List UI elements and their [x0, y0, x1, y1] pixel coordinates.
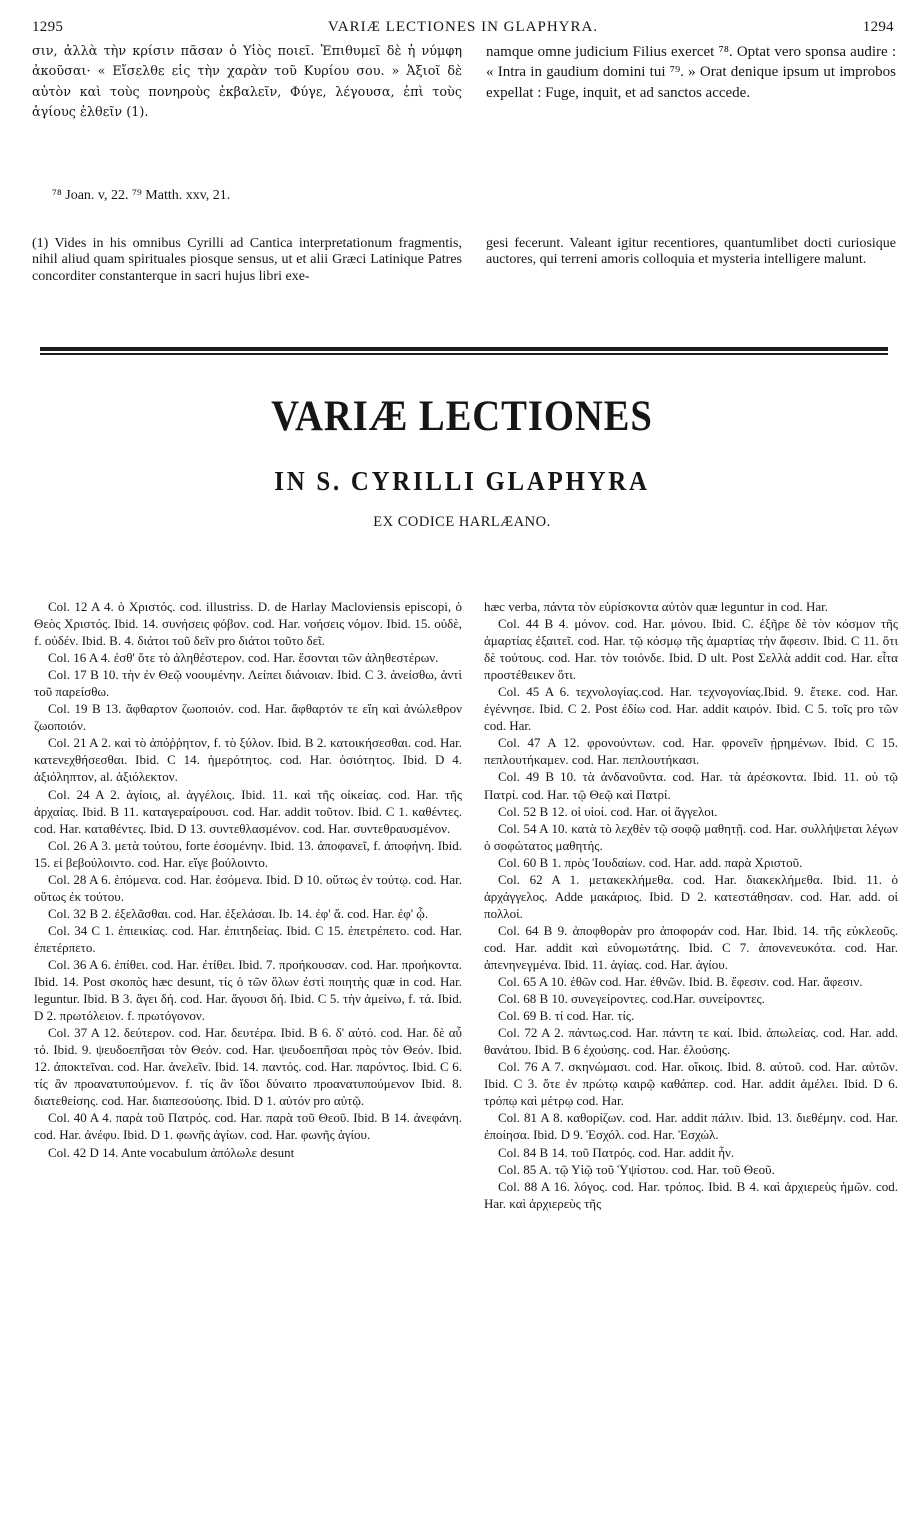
reading-entry: Col. 76 A 7. σκηνώμασι. cod. Har. οἴκοις. Ibid. 8. αὐτοῦ. cod. Har. αὐτῶν. Ibid. C 3. ὅτε ἐν πρώτῳ καιρῷ καθάπερ. cod. Har. addit ἀμέλει. Ibid. D 6. τρόπῳ καὶ μέτρῳ cod. Har. — [484, 1059, 898, 1109]
reading-entry: Col. 68 B 10. συνεγείροντες. cod.Har. συνείροντες. — [498, 991, 765, 1007]
reading-entry: Col. 65 A 10. ἐθῶν cod. Har. ἐθνῶν. Ibid. B. ἔφεσιν. cod. Har. ἄφεσιν. — [498, 974, 863, 990]
section-subtitle: IN S. CYRILLI GLAPHYRA — [274, 466, 650, 496]
reading-entry: Col. 21 A 2. καὶ τὸ ἀπόῤῥητον, f. τὸ ξύλον. Ibid. B 2. κατοικήσεσθαι. cod. Har. κατενεχθήσεσθαι. Ibid. C 14. ἡμερότητος. cod. Har. ὁσιότητος. Ibid. D 4. ἀξιόληπτον, al. ἀξιόλεκτον. — [34, 735, 462, 785]
reading-entry: Col. 17 B 10. τὴν ἐν Θεῷ νοουμένην. Λείπει διάνοιαν. Ibid. C 3. ἀνείσθω, ἀντὶ τοῦ παρείσθω. — [34, 667, 462, 700]
reading-entry: Col. 42 D 14. Ante vocabulum ἀπόλωλε desunt — [48, 1144, 295, 1160]
reading-entry: Col. 84 B 14. τοῦ Πατρός. cod. Har. addit ἦν. — [498, 1144, 735, 1160]
latin-text-column: namque omne judicium Filius exercet ⁷⁸. Optat vero sponsa audire : « Intra in gaudium domini tui ⁷⁹. » Orat denique ipsum ut improbos expellat : Fuge, inquit, et ad sanctos accede. — [486, 44, 896, 101]
right-page-number: 1294 — [862, 19, 894, 35]
reading-entry: Col. 81 A 8. καθορίζων. cod. Har. addit πάλιν. Ibid. 13. διεθέμην. cod. Har. ἐποίησα. Ibid. D 9. Ἐσχόλ. cod. Har. Ἐσχώλ. — [484, 1110, 898, 1143]
reading-entry: Col. 26 A 3. μετὰ τούτου, forte ἐσομένην. Ibid. 13. ἀποφανεῖ, f. ἀποφήνη. Ibid. 15. εἰ βεβούλοιντο. cod. Har. εἴγε βούλοιντο. — [34, 837, 462, 870]
variant-readings — [34, 598, 896, 1212]
reading-entry: Col. 54 A 10. κατὰ τὸ λεχθὲν τῷ σοφῷ μαθητῇ. cod. Har. συλλήψεται λέγων ὁ σοφώτατος μαθητής. — [484, 820, 898, 853]
running-head — [32, 18, 894, 36]
divider-thick-line — [40, 347, 888, 351]
reading-entry: Col. 49 B 10. τὰ ἀνδανοῦντα. cod. Har. τὰ ἀρέσκοντα. Ibid. 11. οὐ τῷ Πατρί. cod. Har. τῷ Θεῷ καὶ Πατρί. — [484, 769, 898, 802]
reading-entry: Col. 60 B 1. πρὸς Ἰουδαίων. cod. Har. add. παρὰ Χριστοῦ. — [498, 854, 803, 870]
section-divider — [40, 347, 888, 355]
readings-right-column — [484, 598, 898, 1212]
reading-entry: Col. 28 A 6. ἑπόμενα. cod. Har. ἐσόμενα. Ibid. D 10. οὕτως ἐν τούτῳ. cod. Har. οὕτως ἐκ τούτου. — [34, 871, 462, 904]
reading-entry: Col. 62 A 1. μετακεκλήμεθα. cod. Har. διακεκλήμεθα. Ibid. 11. ὁ ἀρχάγγελος. Adde μακάριος. Ibid. D 2. κατεστάθησαν. cod. Har. add. οἱ πολλοί. — [484, 871, 898, 921]
reading-entry: Col. 69 B. τί cod. Har. τίς. — [498, 1008, 635, 1024]
reading-entry: Col. 72 A 2. πάντως.cod. Har. πάντη τε καί. Ibid. ἀπωλείας. cod. Har. add. θανάτου. Ibid. B 6 ἐχούσης. cod. Har. ἐλούσης. — [484, 1025, 898, 1058]
reading-entry: Col. 47 A 12. φρονούντων. cod. Har. φρονεῖν ᾐρημένων. Ibid. C 15. πεπλουτήκαμεν. cod. Har. πεπλουτήκασι. — [484, 735, 898, 768]
reading-entry: Col. 19 B 13. ἄφθαρτον ζωοποιόν. cod. Har. ἄφθαρτόν τε εἴη καὶ ἀνώλεθρον ζωοποιόν. — [34, 701, 462, 734]
top-parallel-text — [32, 42, 896, 124]
reading-entry: Col. 16 A 4. ἐσθ' ὅτε τὸ ἀληθέστερον. cod. Har. ἔσονται τῶν ἀληθεστέρων. — [48, 650, 439, 666]
scripture-footnotes: ⁷⁸ Joan. v, 22. ⁷⁹ Matth. xxv, 21. — [52, 188, 231, 203]
section-title: VARIÆ LECTIONES — [271, 393, 653, 440]
reading-entry: Col. 12 A 4. ὁ Χριστός. cod. illustriss. D. de Harlay Macloviensis episcopi, ὁ Θεὸς Χριστός. Ibid. 14. συνήσεις φόβον. cod. Har. νοήσεις νόμον. Ibid. 15. οὐδὲ, f. οὐδέν. Ibid. B. 4. διάτοι τοῦ δεῖν pro διάτοι τοῦτο δεῖ. — [34, 599, 462, 649]
reading-entry: Col. 36 A 6. ἐπίθει. cod. Har. ἐτίθει. Ibid. 7. προήκουσαν. cod. Har. προήκοντα. Ibid. 14. Post σκοπὸς hæc desunt, τίς ὁ τῶν ὅλων ἐστὶ ποιητὴς quæ in cod. Har. leguntur. Ibid. B 3. ἄγει δή. cod. Har. ἄγουσι δή. Ibid. C 5. τὴν ἀμείνω, f. τά. Ibid. D 2. πρωτόλειον. f. πρωτόγονον. — [34, 956, 462, 1024]
reading-entry: Col. 44 B 4. μόνον. cod. Har. μόνου. Ibid. C. ἐξῆρε δὲ τὸν κόσμον τῆς ἁμαρτίας ἐξαιτεῖ. cod. Har. τῷ κόσμῳ τῆς ἁμαρτίας τὴν ἄφεσιν. Ibid. C 11. ὅτι δὲ τούτους. cod. Har. τὸν τοιόνδε. Ibid. D ult. Post Σελλὰ addit cod. Har. εἶτα προστέθεικεν ὅτι. — [484, 616, 898, 683]
editor-note-left: (1) Vides in his omnibus Cyrilli ad Cantica interpretationum fragmentis, nihil aliud quam spirituales piosque sensus, ut et alii Græci Latinique Patres concorditer constanterque in sacri hujus libri exe- — [32, 236, 462, 284]
reading-entry: Col. 24 A 2. ἁγίοις, al. ἀγγέλοις. Ibid. 11. καὶ τῆς οἰκείας. cod. Har. τῆς ἀρχαίας. Ibid. B 11. καταγεραίρουσι. cod. Har. addit τοῦτον. Ibid. C 1. καθέντες. cod. Har. καταθέντες. Ibid. D 13. συντεθλασμένον. cod. Har. συντεθραυσμένον. — [34, 786, 462, 836]
reading-entry: Col. 32 B 2. ἐξελᾶσθαι. cod. Har. ἐξελάσαι. Ib. 14. ἐφ' ἅ. cod. Har. ἐφ' ᾧ. — [48, 905, 429, 921]
reading-entry: Col. 34 C 1. ἐπιεικίας. cod. Har. ἐπιτηδείας. Ibid. C 15. ἐπετρέπετο. cod. Har. ἐπετέρπετο. — [34, 922, 462, 955]
greek-text-column: σιν, ἀλλὰ τὴν κρίσιν πᾶσαν ὁ Υἱὸς ποιεῖ. Ἐπιθυμεῖ δὲ ἡ νύμφη ἀκοῦσαι· « Εἴσελθε εἰς τὴν χαρὰν τοῦ Κυρίου σου. » Ἀξιοῖ δὲ αὐτὸν καὶ τοὺς πονηροὺς ἐκβαλεῖν, Φύγε, λέγουσα, ἐπὶ τοὺς ἁγίους ἐλθεῖν (1). — [32, 44, 462, 121]
reading-entry: Col. 85 A. τῷ Υἱῷ τοῦ Ὑψίστου. cod. Har. τοῦ Θεοῦ. — [498, 1161, 775, 1177]
left-page-number: 1295 — [32, 19, 64, 35]
divider-thin-line — [40, 353, 888, 355]
readings-left-column — [34, 598, 462, 1212]
editor-note — [32, 236, 896, 285]
section-source: EX CODICE HARLÆANO. — [373, 514, 551, 530]
reading-entry: Col. 64 B 9. ἀποφθορὰν pro ἀποφοράν cod. Har. Ibid. 14. τῆς εὐκλεοῦς. cod. Har. addit καὶ εὐνομωτάτης. Ibid. C 7. ἀπονενευκότα. cod. Har. ἀπενηνεγμένα. Ibid. 11. ἁγίας. cod. Har. ἁγίου. — [484, 922, 898, 972]
reading-entry: Col. 88 A 16. λόγος. cod. Har. τρόπος. Ibid. B 4. καὶ ἀρχιερεὺς ἡμῶν. cod. Har. καὶ ἀρχιερεὺς τῆς — [484, 1178, 898, 1211]
reading-entry: Col. 37 A 12. δεύτερον. cod. Har. δευτέρα. Ibid. B 6. δ' αὐτό. cod. Har. δὲ αὖ τό. Ibid. 9. ψευδοεπῆσαι τὸν Θεόν. cod. Har. ψευδοεπῆσαι πρὸς τὸν Θεόν. Ibid. 12. ἀποκτεῖναι. cod. Har. ἀνελεῖν. Ibid. 14. παντός. cod. Har. παρόντος. Ibid. C 6. τίς ἂν προανατυπούμενον. f. τίς ἂν ἴδοι δύναιτο προανατυπούμενον Ibid. 8. διατεθείσης. cod. Har. διαπεσούσης. Ibid. D 1. αὐτόν pro αὐτῷ. — [34, 1025, 462, 1109]
editor-note-right: gesi fecerunt. Valeant igitur recentiores, quantumlibet docti curiosique auctores, qui terreni amoris colloquia et mysteria intelligere malunt. — [486, 236, 896, 268]
running-title: VARIÆ LECTIONES IN GLAPHYRA. — [327, 19, 599, 35]
reading-entry: Col. 52 B 12. οἱ υἱοί. cod. Har. οἱ ἄγγελοι. — [498, 803, 718, 819]
reading-entry: Col. 40 A 4. παρὰ τοῦ Πατρός. cod. Har. παρὰ τοῦ Θεοῦ. Ibid. B 14. ἀνεφάνη. cod. Har. ἀνέφυ. Ibid. D 1. φωνῆς ἁγίων. cod. Har. φωνῆς ἁγίου. — [34, 1110, 462, 1143]
reading-entry: hæc verba, πάντα τὸν εὑρίσκοντα αὐτὸν quæ leguntur in cod. Har. — [484, 599, 829, 614]
reading-entry: Col. 45 A 6. τεχνολογίας.cod. Har. τεχνογονίας.Ibid. 9. ἔτεκε. cod. Har. ἐγέννησε. Ibid. C 2. Post ἐδίω cod. Har. addit καιρόν. Ibid. C 5. τοῖς pro τῶν cod. Har. — [484, 684, 898, 734]
